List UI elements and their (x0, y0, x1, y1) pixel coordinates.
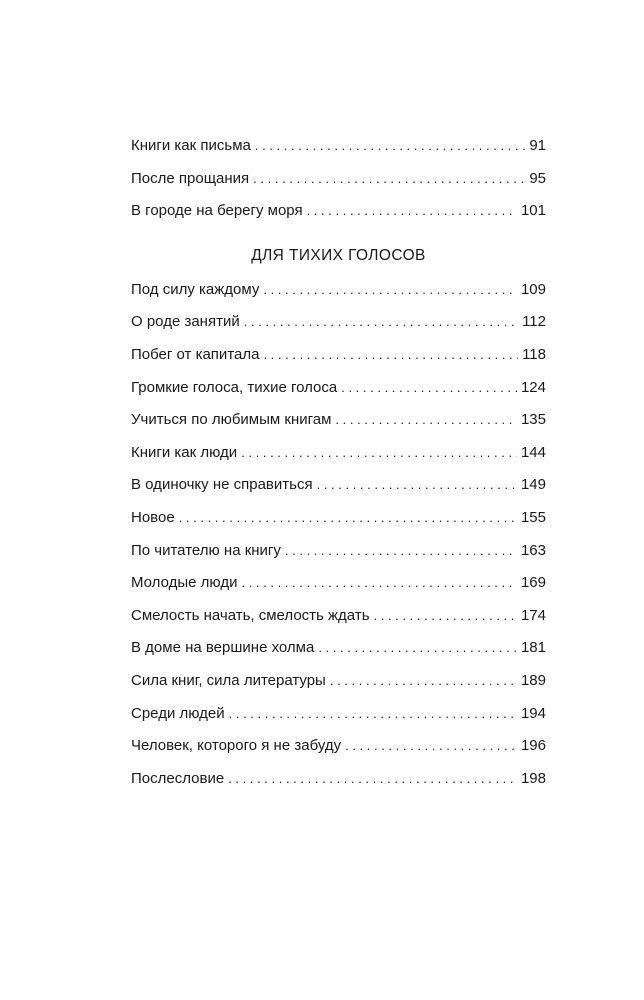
toc-entry-title: Послесловие (131, 769, 225, 787)
toc-page-number: 194 (520, 704, 546, 722)
toc-dot-leader (228, 767, 517, 791)
table-of-contents (131, 134, 546, 799)
toc-entry-title: После прощания (131, 169, 250, 187)
toc-entry[interactable] (131, 310, 546, 343)
toc-page-number: 109 (520, 280, 546, 298)
toc-entry-title: Смелость начать, смелость ждать (131, 606, 370, 624)
toc-page-number: 196 (520, 737, 546, 755)
toc-entry-title: Громкие голоса, тихие голоса (131, 378, 338, 396)
toc-dot-leader (285, 539, 517, 563)
toc-entry[interactable] (131, 408, 546, 441)
toc-group-main (131, 278, 546, 800)
toc-entry[interactable] (131, 604, 546, 637)
toc-entry[interactable] (131, 702, 546, 735)
toc-entry-title: Книги как письма (131, 137, 251, 154)
toc-entry[interactable] (131, 767, 546, 800)
toc-page-number: 135 (520, 411, 546, 429)
toc-entry[interactable] (131, 343, 546, 376)
toc-dot-leader (241, 571, 517, 595)
toc-entry[interactable] (131, 199, 546, 232)
toc-dot-leader (374, 604, 517, 628)
toc-entry-title: В городе на берегу моря (131, 202, 303, 220)
toc-entry-title: О роде занятий (131, 313, 240, 331)
toc-entry-title: Книги как люди (131, 443, 238, 461)
toc-dot-leader (330, 669, 517, 693)
toc-dot-leader (263, 343, 518, 367)
toc-dot-leader (307, 199, 517, 223)
toc-page-number: 155 (520, 508, 546, 526)
toc-dot-leader (335, 408, 517, 432)
toc-page-number: 174 (520, 606, 546, 624)
toc-entry-title: Побег от капитала (131, 345, 260, 363)
toc-page-number: 112 (522, 313, 546, 331)
toc-dot-leader (317, 473, 517, 497)
toc-page-number: 91 (529, 137, 546, 154)
toc-entry[interactable] (131, 376, 546, 409)
toc-entry-title: Молодые люди (131, 574, 238, 592)
toc-entry[interactable] (131, 669, 546, 702)
toc-page-number: 95 (529, 169, 546, 187)
toc-entry[interactable] (131, 134, 546, 167)
toc-entry[interactable] (131, 473, 546, 506)
toc-entry-title: Под силу каждому (131, 280, 260, 298)
toc-entry[interactable] (131, 539, 546, 572)
toc-dot-leader (255, 134, 525, 158)
toc-page-number: 144 (520, 443, 546, 461)
toc-page-number: 181 (520, 639, 546, 657)
toc-page-number: 189 (520, 671, 546, 689)
toc-dot-leader (345, 734, 517, 758)
toc-dot-leader (253, 167, 525, 191)
toc-entry-title: Новое (131, 508, 175, 526)
toc-entry-title: В одиночку не справиться (131, 476, 313, 494)
toc-dot-leader (263, 278, 517, 302)
toc-entry[interactable] (131, 636, 546, 669)
toc-entry[interactable] (131, 441, 546, 474)
toc-page-number: 198 (520, 769, 546, 787)
section-heading: ДЛЯ ТИХИХ ГОЛОСОВ (251, 246, 426, 264)
toc-page-number: 169 (520, 574, 546, 592)
toc-entry-title: По читателю на книгу (131, 541, 281, 559)
toc-page-number: 149 (520, 476, 546, 494)
toc-dot-leader (229, 702, 517, 726)
toc-entry[interactable] (131, 167, 546, 200)
toc-entry-title: В доме на вершине холма (131, 639, 315, 657)
toc-dot-leader (318, 636, 517, 660)
toc-page-number: 124 (520, 378, 546, 396)
toc-dot-leader (341, 376, 517, 400)
toc-entry[interactable] (131, 506, 546, 539)
toc-entry-title: Учиться по любимым книгам (131, 411, 332, 429)
toc-entry-title: Среди людей (131, 704, 225, 722)
toc-dot-leader (244, 310, 518, 334)
toc-group-before (131, 134, 546, 232)
toc-entry[interactable] (131, 278, 546, 311)
toc-dot-leader (179, 506, 517, 530)
toc-entry[interactable] (131, 571, 546, 604)
toc-page-number: 101 (520, 202, 546, 220)
toc-page-number: 163 (520, 541, 546, 559)
toc-page-number: 118 (522, 345, 546, 363)
toc-dot-leader (241, 441, 517, 465)
toc-entry[interactable] (131, 734, 546, 767)
toc-entry-title: Сила книг, сила литературы (131, 671, 326, 689)
toc-entry-title: Человек, которого я не забуду (131, 737, 342, 755)
